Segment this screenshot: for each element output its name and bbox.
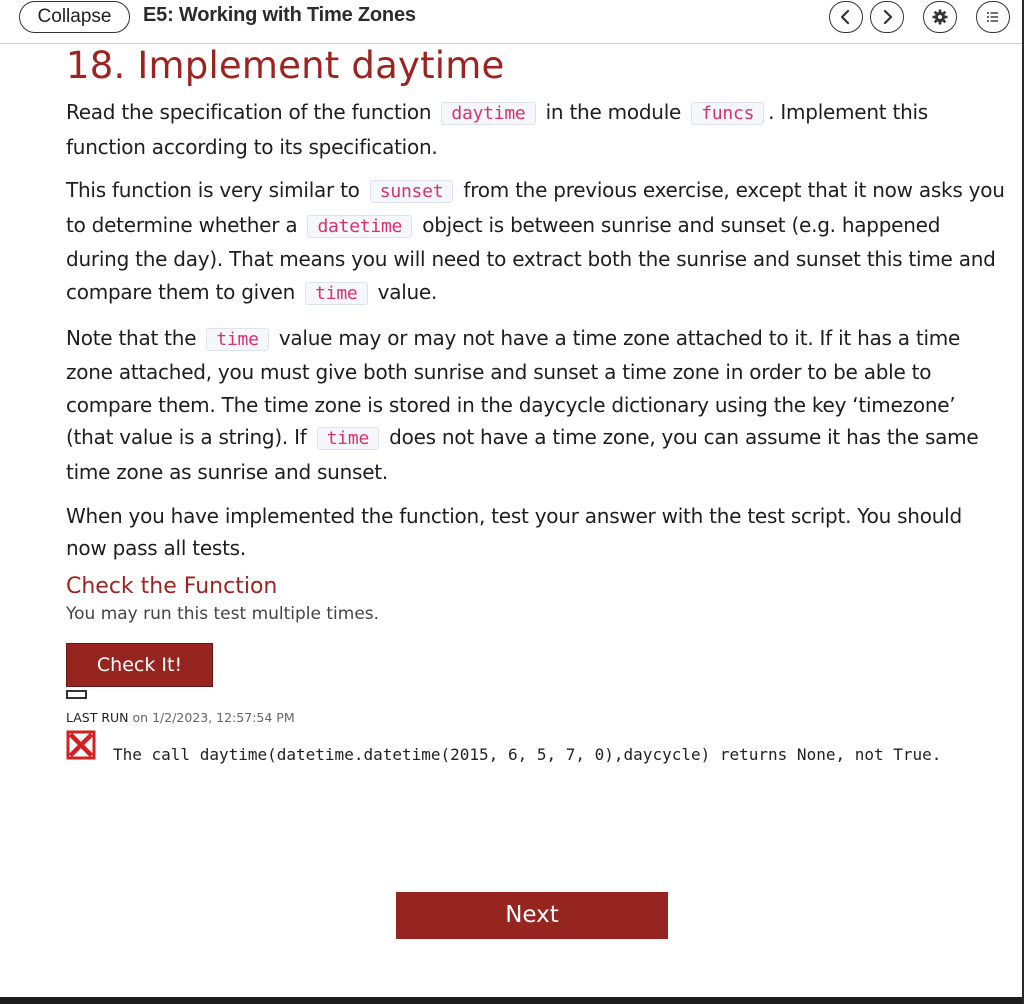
chevron-right-icon <box>878 8 896 26</box>
settings-button[interactable] <box>923 1 957 33</box>
code-time: time <box>317 427 379 450</box>
instruction-paragraph-4: When you have implemented the function, test your answer with the test script. You should now pass all tests. <box>66 503 962 561</box>
last-run-label: LAST RUN <box>66 710 129 725</box>
code-time: time <box>305 282 367 305</box>
result-toggle[interactable] <box>66 690 87 699</box>
code-sunset: sunset <box>370 180 454 203</box>
instruction-paragraph-2: This function is very similar to sunset from the previous exercise, except that it now asks you to determine whether a datetime object is between sunrise and sunset (e.g. happened during the day). That means you will need to extract both the sunrise and sunset this time and compare them to given time value. <box>66 178 1005 304</box>
window-bottom-edge <box>0 997 1024 1004</box>
last-run-timestamp: 1/2/2023, 12:57:54 PM <box>152 710 295 725</box>
next-button[interactable]: Next <box>396 892 668 939</box>
code-daytime: daytime <box>441 102 535 125</box>
check-it-button[interactable]: Check It! <box>66 643 213 687</box>
code-datetime: datetime <box>307 215 412 238</box>
code-time: time <box>206 328 268 351</box>
prev-page-button[interactable] <box>829 1 863 33</box>
fail-x-icon <box>66 730 99 760</box>
instruction-paragraph-1: Read the specification of the function daytime in the module funcs . Implement this function according to its specification. <box>66 100 928 159</box>
check-hint: You may run this test multiple times. <box>66 603 380 624</box>
page-title: 18. Implement daytime <box>66 44 505 87</box>
instruction-paragraph-3: Note that the time value may or may not have a time zone attached to it. If it has a time zone attached, you must give both sunrise and sunset a time zone in order to be able to compare them. The time zone is stored in the daycycle dictionary using the key ‘timezone’ (that value is a string). If time does not have a time zone, you can assume it has the same time zone as sunrise and sunset. <box>66 325 979 484</box>
toc-button[interactable] <box>976 1 1010 33</box>
chevron-left-icon <box>837 8 855 26</box>
last-run-on: on <box>132 710 149 725</box>
check-section-heading: Check the Function <box>66 573 278 599</box>
code-funcs: funcs <box>691 102 764 125</box>
next-page-button[interactable] <box>870 1 904 33</box>
breadcrumb: E5: Working with Time Zones <box>143 4 416 26</box>
list-icon <box>984 8 1002 26</box>
collapse-button[interactable]: Collapse <box>19 1 130 33</box>
top-toolbar <box>0 0 1024 44</box>
gear-icon <box>931 8 949 26</box>
main-content <box>66 44 1006 687</box>
last-run-info <box>66 710 295 725</box>
test-result-message: The call daytime(datetime.datetime(2015, 6, 5, 7, 0),daycycle) returns None, not True. <box>113 745 942 764</box>
